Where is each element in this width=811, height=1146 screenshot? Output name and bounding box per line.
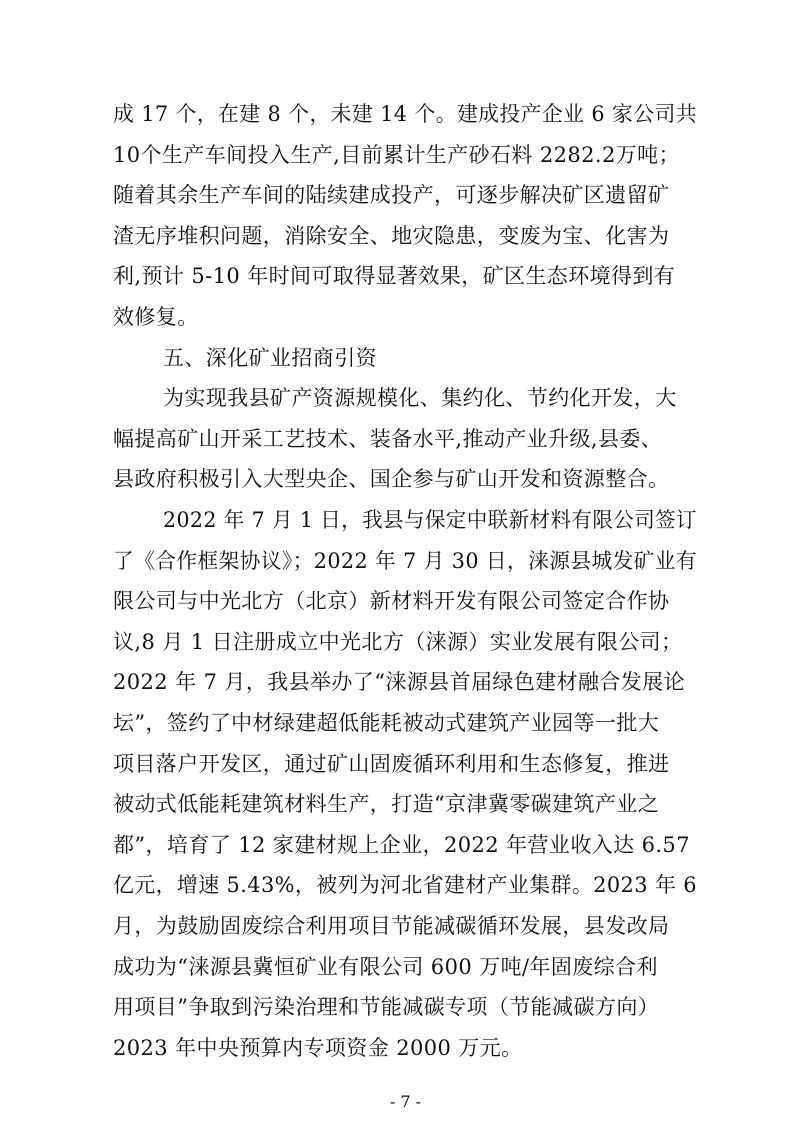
- paragraph-line: 了《合作框架协议》；2022 年 7 月 30 日，涞源县城发矿业有: [113, 548, 698, 573]
- paragraph-line: 利,预计 5-10 年时间可取得显著效果，矿区生态环境得到有: [113, 264, 676, 289]
- paragraph-line: 成 17 个，在建 8 个，未建 14 个。建成投产企业 6 家公司共: [113, 102, 697, 126]
- section-heading: 五、深化矿业招商引资: [163, 345, 377, 370]
- paragraph-line: 2022 年 7 月，我县举办了“涞源县首届绿色建材融合发展论: [113, 670, 685, 695]
- paragraph-line: 随着其余生产车间的陆续建成投产，可逐步解决矿区遗留矿: [113, 183, 670, 208]
- paragraph-line: 10个生产车间投入生产,目前累计生产砂石料 2282.2万吨；: [113, 142, 680, 167]
- paragraph-line: 渣无序堆积问题，消除安全、地灾隐患，变废为宝、化害为: [113, 223, 670, 248]
- paragraph-line: 效修复。: [113, 305, 199, 329]
- paragraph-line: 用项目”争取到污染治理和节能减碳专项（节能减碳方向）: [113, 995, 660, 1020]
- paragraph-line: 月，为鼓励固废综合利用项目节能减碳循环发展，县发改局: [113, 914, 670, 938]
- paragraph-line: 为实现我县矿产资源规模化、集约化、节约化开发，大: [163, 386, 677, 411]
- paragraph-line: 坛”，签约了中材绿建超低能耗被动式建筑产业园等一批大: [113, 711, 660, 735]
- paragraph-line: 幅提高矿山开采工艺技术、装备水平,推动产业升级,县委、: [113, 426, 663, 451]
- paragraph-line: 都”，培育了 12 家建材规上企业，2022 年营业收入达 6.57: [113, 832, 690, 857]
- paragraph-line: 2022 年 7 月 1 日，我县与保定中联新材料有限公司签订: [163, 508, 697, 532]
- paragraph-line: 2023 年中央预算内专项资金 2000 万元。: [113, 1035, 523, 1060]
- paragraph-line: 亿元，增速 5.43%，被列为河北省建材产业集群。2023 年 6: [113, 873, 697, 898]
- paragraph-line: 议,8 月 1 日注册成立中光北方（涞源）实业发展有限公司；: [113, 629, 683, 654]
- paragraph-line: 项目落户开发区，通过矿山固废循环利用和生态修复，推进: [113, 751, 670, 776]
- paragraph-line: 县政府积极引入大型央企、国企参与矿山开发和资源整合。: [113, 467, 670, 492]
- paragraph-line: 限公司与中光北方（北京）新材料开发有限公司签定合作协: [113, 589, 670, 614]
- paragraph-line: 被动式低能耗建筑材料生产，打造“京津冀零碳建筑产业之: [113, 792, 660, 817]
- page-number: - 7 -: [389, 1092, 422, 1111]
- paragraph-line: 成功为“涞源县冀恒矿业有限公司 600 万吨/年固废综合利: [113, 954, 658, 979]
